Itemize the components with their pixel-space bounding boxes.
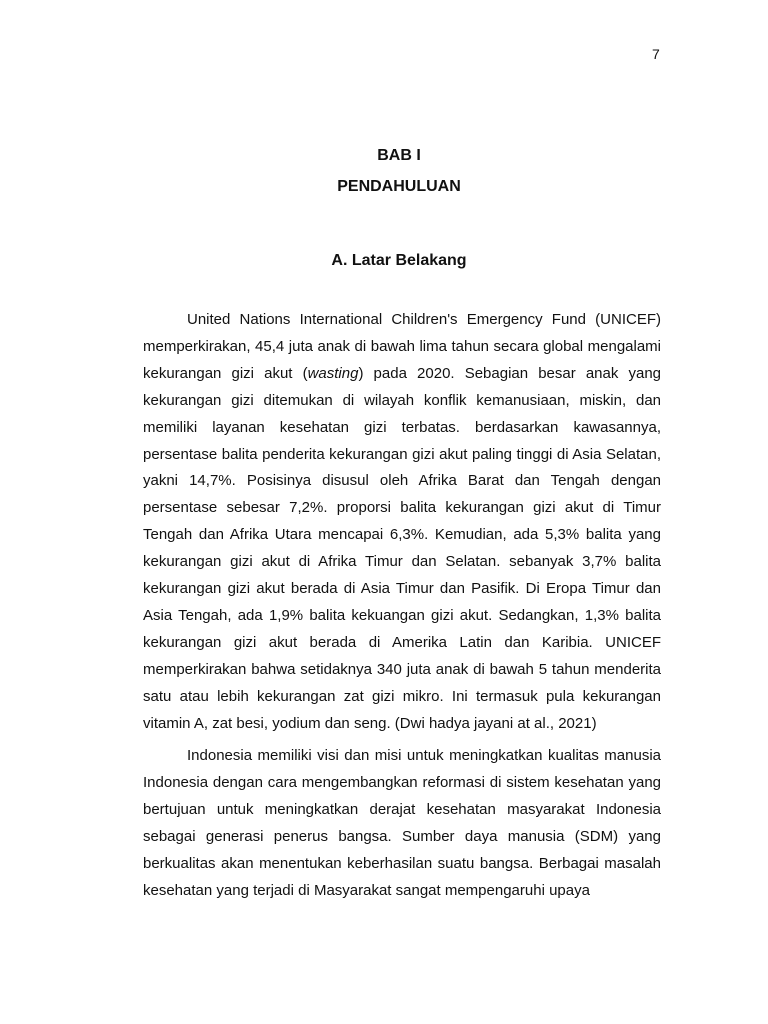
chapter-title: PENDAHULUAN (337, 178, 461, 195)
chapter-number: BAB I (377, 147, 421, 164)
section-title: A. Latar Belakang (331, 252, 467, 269)
page-number: 7 (652, 46, 660, 62)
paragraph-1-lead: United Nations International Children's Emergency Fund (UNICEF) memperkirakan, 45,4 juta anak di bawah lima tahun secara global mengalami kekurangan gizi akut ( (143, 311, 661, 382)
paragraph-2-text: Indonesia memiliki visi dan misi untuk meningkatkan kualitas manusia Indonesia dengan cara mengembangkan reformasi di sistem kesehatan yang bertujuan untuk meningkatkan derajat kesehatan masyarakat Indonesia sebagai generasi penerus bangsa. Sumber daya manusia (SDM) yang berkualitas akan menentukan keberhasilan suatu bangsa. Berbagai masalah kesehatan yang terjadi di Masyarakat sangat mempengaruhi upaya (143, 747, 661, 899)
paragraph-1-text (143, 307, 661, 738)
paragraph-1-rest: ) pada 2020. Sebagian besar anak yang kekurangan gizi ditemukan di wilayah konflik kemanusiaan, miskin, dan memiliki layanan kesehatan gizi terbatas. berdasarkan kawasannya, persentase balita penderita kekurangan gizi akut paling tinggi di Asia Selatan, yakni 14,7%. Posisinya disusul oleh Afrika Barat dan Tengah dengan persentase sebesar 7,2%. proporsi balita kekurangan gizi akut di Timur Tengah dan Afrika Utara mencapai 6,3%. Kemudian, ada 5,3% balita yang kekurangan gizi akut di Afrika Timur dan Selatan. sebanyak 3,7% balita kekurangan gizi akut berada di Asia Timur dan Pasifik. Di Eropa Timur dan Asia Tengah, ada 1,9% balita kekuangan gizi akut. Sedangkan, 1,3% balita kekurangan gizi akut berada di Amerika Latin dan Karibia. UNICEF memperkirakan bahwa setidaknya 340 juta anak di bawah 5 tahun menderita satu atau lebih kekurangan zat gizi mikro. Ini termasuk pula kekurangan vitamin A, zat besi, yodium dan seng. (Dwi hadya jayani at al., 2021) (143, 364, 662, 732)
paragraph-2 (143, 743, 661, 904)
italic-term-wasting: wasting (307, 364, 359, 382)
paragraph-1 (143, 307, 661, 738)
